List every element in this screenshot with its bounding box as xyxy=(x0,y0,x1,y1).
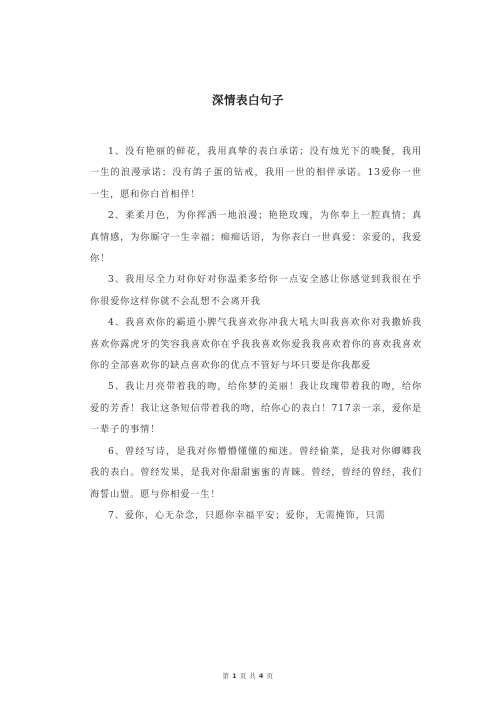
page-footer xyxy=(0,671,496,680)
paragraph-7: 7、爱你，心无杂念，只愿你幸福平安；爱你，无需掩饰，只需 xyxy=(108,509,386,521)
document-body xyxy=(90,141,422,526)
footer-middle: 页 共 xyxy=(239,672,257,680)
paragraph-1: 1、没有艳丽的鲜花，我用真挚的表白承诺；没有烛光下的晚餐，我用一生的浪漫承诺；没有鸽子蛋的钻戒，我用一世的相伴承诺。13爱你一世一生，愿和你白首相伴！ xyxy=(90,146,422,200)
document-title: 深情表白句子 xyxy=(212,93,284,107)
total-pages-number: 4 xyxy=(258,672,264,680)
paragraph-3: 3、我用尽全力对你好对你温柔多给你一点安全感让你感觉到我很在乎你很爱你这样你就不会乱想不会离开我 xyxy=(90,274,422,307)
paragraph-4: 4、我喜欢你的霸道小脾气我喜欢你冲我大吼大叫我喜欢你对我撒娇我喜欢你露虎牙的笑容我喜欢你在乎我我喜欢你爱我我喜欢着你的喜欢我喜欢你的全部喜欢你的缺点喜欢你的优点不管好与坏只要是你我都爱 xyxy=(90,317,422,372)
footer-suffix: 页 xyxy=(266,672,274,680)
footer-prefix: 第 xyxy=(222,672,230,680)
paragraph-6: 6、曾经写诗，是我对你懵懵懂懂的痴迷。曾经偷菜，是我对你卿卿我我的表白。曾经发果，是我对你甜甜蜜蜜的青睐。曾经，曾经的曾经，我们海誓山盟。愿与你相爱一生！ xyxy=(90,445,422,500)
paragraph-2: 2、柔柔月色，为你挥洒一地浪漫；艳艳玫瑰，为你奉上一腔真情；真真情感，为你厮守一生幸福；痴痴话语，为你表白一世真爱：亲爱的，我爱你！ xyxy=(90,210,422,265)
current-page-number: 1 xyxy=(232,672,238,680)
paragraph-5: 5、我让月亮带着我的吻，给你梦的美丽！我让玫瑰带着我的吻，给你爱的芳香！我让这条短信带着我的吻，给你心的表白！717亲一亲，爱你是一辈子的事情！ xyxy=(90,381,422,436)
